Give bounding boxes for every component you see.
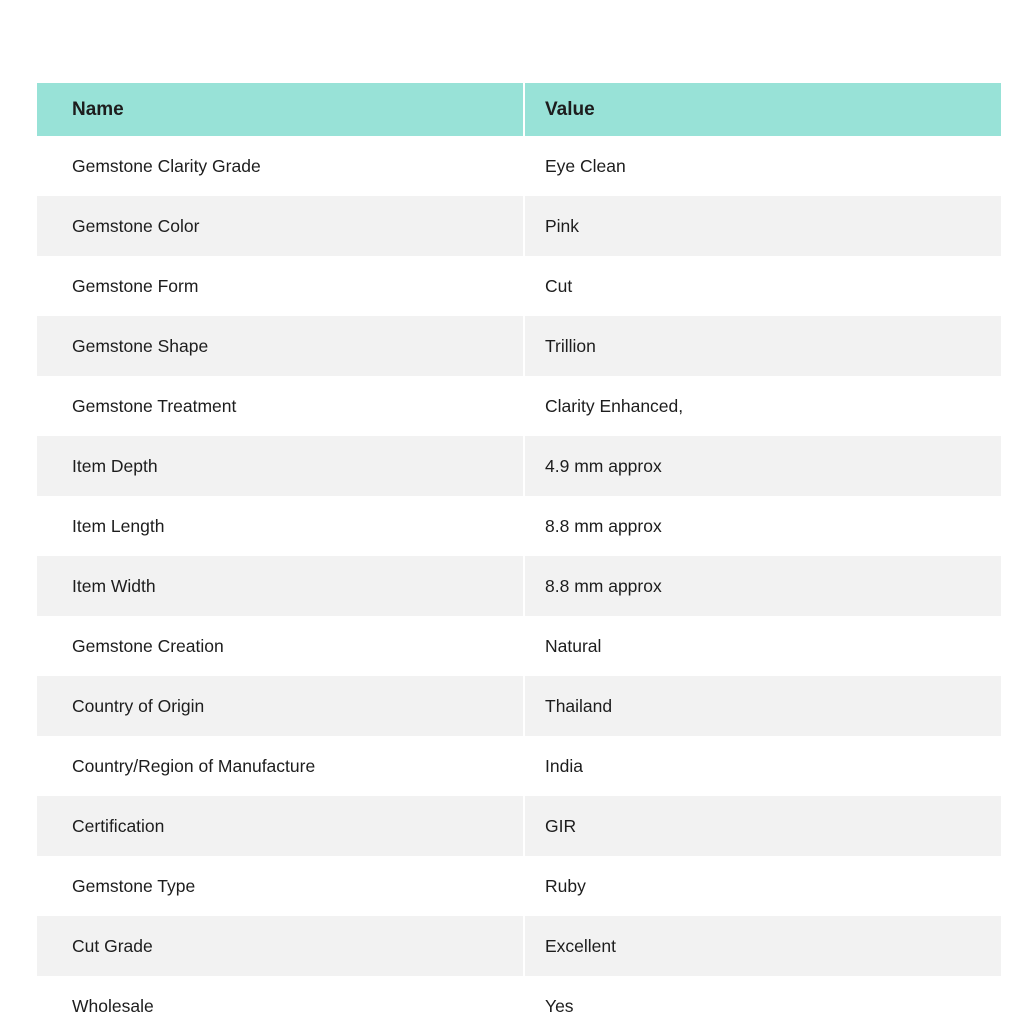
name-cell: Gemstone Shape	[37, 316, 524, 376]
name-cell: Gemstone Clarity Grade	[37, 136, 524, 196]
table-row	[37, 796, 1001, 856]
table-row	[37, 976, 1001, 1024]
table-row	[37, 196, 1001, 256]
value-cell: India	[524, 736, 1001, 796]
table-row	[37, 736, 1001, 796]
table-header	[37, 83, 1001, 136]
name-cell: Gemstone Color	[37, 196, 524, 256]
value-cell: Pink	[524, 196, 1001, 256]
table-row	[37, 856, 1001, 916]
name-cell: Wholesale	[37, 976, 524, 1024]
table-body	[37, 136, 1001, 1024]
name-cell: Cut Grade	[37, 916, 524, 976]
table-row	[37, 436, 1001, 496]
table-row	[37, 256, 1001, 316]
name-cell: Item Length	[37, 496, 524, 556]
table-row	[37, 556, 1001, 616]
value-cell: Trillion	[524, 316, 1001, 376]
value-cell: Eye Clean	[524, 136, 1001, 196]
table-row	[37, 376, 1001, 436]
name-cell: Gemstone Creation	[37, 616, 524, 676]
header-row	[37, 83, 1001, 136]
value-cell: 8.8 mm approx	[524, 556, 1001, 616]
value-cell: Cut	[524, 256, 1001, 316]
column-header-name: Name	[37, 83, 524, 136]
name-cell: Gemstone Type	[37, 856, 524, 916]
value-cell: Excellent	[524, 916, 1001, 976]
name-cell: Item Width	[37, 556, 524, 616]
table-row	[37, 496, 1001, 556]
name-cell: Country/Region of Manufacture	[37, 736, 524, 796]
value-cell: Ruby	[524, 856, 1001, 916]
table-row	[37, 676, 1001, 736]
value-cell: Natural	[524, 616, 1001, 676]
table-row	[37, 616, 1001, 676]
value-cell: 4.9 mm approx	[524, 436, 1001, 496]
specs-table-container	[37, 83, 1001, 1024]
name-cell: Certification	[37, 796, 524, 856]
name-cell: Item Depth	[37, 436, 524, 496]
table-row	[37, 136, 1001, 196]
value-cell: 8.8 mm approx	[524, 496, 1001, 556]
value-cell: GIR	[524, 796, 1001, 856]
name-cell: Country of Origin	[37, 676, 524, 736]
name-cell: Gemstone Form	[37, 256, 524, 316]
column-header-value: Value	[524, 83, 1001, 136]
specs-table	[37, 83, 1001, 1024]
value-cell: Thailand	[524, 676, 1001, 736]
table-row	[37, 316, 1001, 376]
value-cell: Clarity Enhanced,	[524, 376, 1001, 436]
value-cell: Yes	[524, 976, 1001, 1024]
table-row	[37, 916, 1001, 976]
name-cell: Gemstone Treatment	[37, 376, 524, 436]
